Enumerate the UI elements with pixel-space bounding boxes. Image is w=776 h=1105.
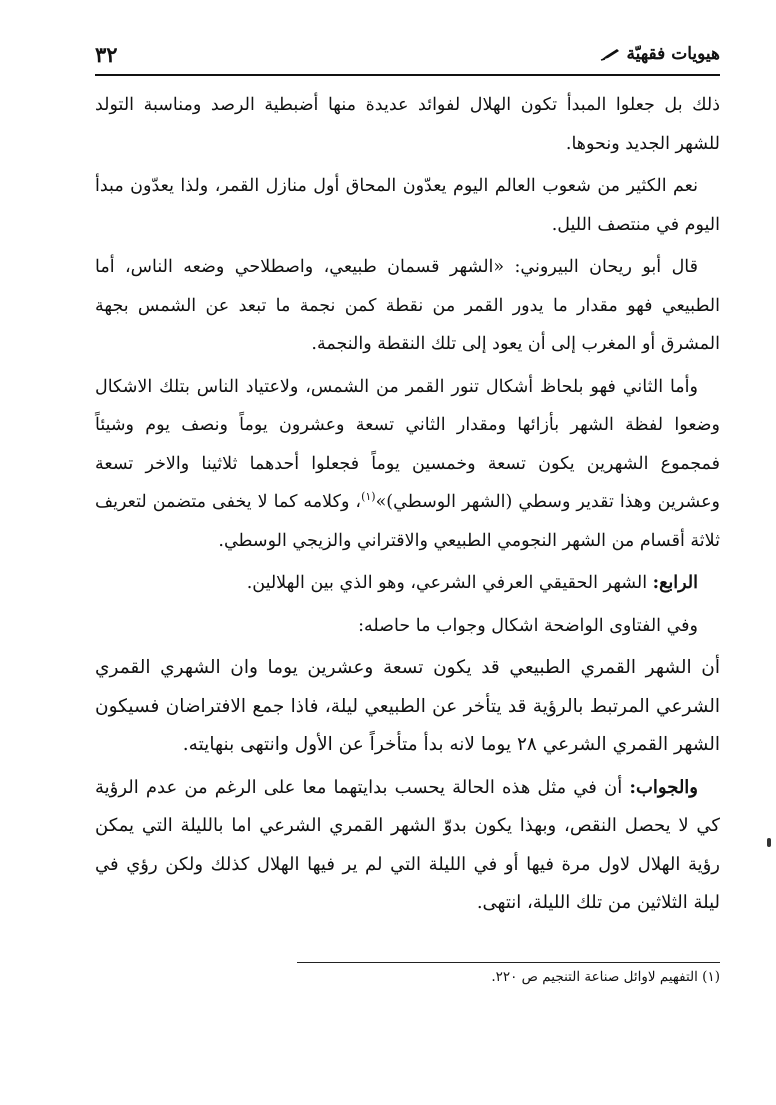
paragraph-text: ، وكلامه كما لا يخفى متضمن لتعريف ثلاثة أقسام من الشهر النجومي الطبيعي والاقتراني والزيجي الوسطي. xyxy=(95,492,720,551)
paragraph-text: أن في مثل هذه الحالة يحسب بدايتهما معا على الرغم من عدم الرؤية كي لا يحصل النقص، وبهذا يكون بدوّ الشهر القمري الشرعي اما بالليلة التي يمكن رؤية الهلال لاول مرة فيها أو في الليلة التي لم ير فيها الهلال كذلك ولكن رؤي في ليلة الثلاثين من تلك الليلة، انتهى. xyxy=(95,776,720,913)
paragraph xyxy=(95,86,720,163)
paragraph-lead: والجواب: xyxy=(629,776,698,798)
body-text xyxy=(95,86,720,927)
paragraph-text: قال أبو ريحان البيروني: «الشهر قسمان طبيعي، واصطلاحي وضعه الناس، أما الطبيعي فهو مقدار ما يدور القمر من نقطة كمن نجمة ما تبعد عن الشمس بجهة المشرق أو المغرب إلى أن يعود إلى تلك النقطة والنجمة. xyxy=(95,257,720,354)
running-title-text: هيويات فقهيّة xyxy=(626,44,720,64)
paragraph xyxy=(95,248,720,364)
footnote-reference: (١) xyxy=(361,490,376,504)
paragraph xyxy=(95,769,720,923)
paragraph xyxy=(95,649,720,765)
pen-icon xyxy=(600,47,620,61)
paragraph-text: الشهر الحقيقي العرفي الشرعي، وهو الذي بين الهلالين. xyxy=(246,573,653,593)
paragraph-text: ذلك بل جعلوا المبدأ تكون الهلال لفوائد عديدة منها أضبطية الرصد ومناسبة التولد للشهر الجديد ونحوها. xyxy=(95,95,720,154)
paragraph xyxy=(95,607,720,646)
running-title xyxy=(600,44,720,64)
scan-speck xyxy=(767,838,771,847)
header-rule xyxy=(95,74,720,76)
paragraph xyxy=(95,167,720,244)
page-number: ٣٢ xyxy=(95,42,118,67)
paragraph xyxy=(95,564,720,603)
paragraph-text: وفي الفتاوى الواضحة اشكال وجواب ما حاصله: xyxy=(358,615,698,636)
paragraph-text: وأما الثاني فهو بلحاظ أشكال تنور القمر من الشمس، ولاعتياد الناس بتلك الاشكال وضعوا لفظة الشهر بأزائها ومقدار الثاني تسعة وعشرون يوماً ونصف يوم وشيئاً فمجموع الشهرين يكون تسعة وخمسين يوماً فجعلوا أحدهما ثلاثينا والاخر تسعة وعشرين وهذا تقدير وسطي (الشهر الوسطي)» xyxy=(95,376,720,512)
footnote-rule xyxy=(297,962,720,963)
page-header xyxy=(95,40,720,76)
paragraph xyxy=(95,368,720,561)
footnote: (١) التفهيم لاوائل صناعة التنجيم ص ٢٢٠. xyxy=(491,969,720,985)
paragraph-text: نعم الكثير من شعوب العالم اليوم يعدّون المحاق أول منازل القمر، ولذا يعدّون مبدأ اليوم في منتصف الليل. xyxy=(95,176,720,235)
paragraph-text: أن الشهر القمري الطبيعي قد يكون تسعة وعشرين يوما وان الشهري القمري الشرعي المرتبط بالرؤية قد يتأخر عن الطبيعي ليلة، فاذا جمع الافتراضان فسيكون الشهر القمري الشرعي ٢٨ يوما لانه بدأ متأخراً عن الأول وانتهى بنهايته. xyxy=(95,657,720,755)
paragraph-lead: الرابع: xyxy=(652,573,698,593)
